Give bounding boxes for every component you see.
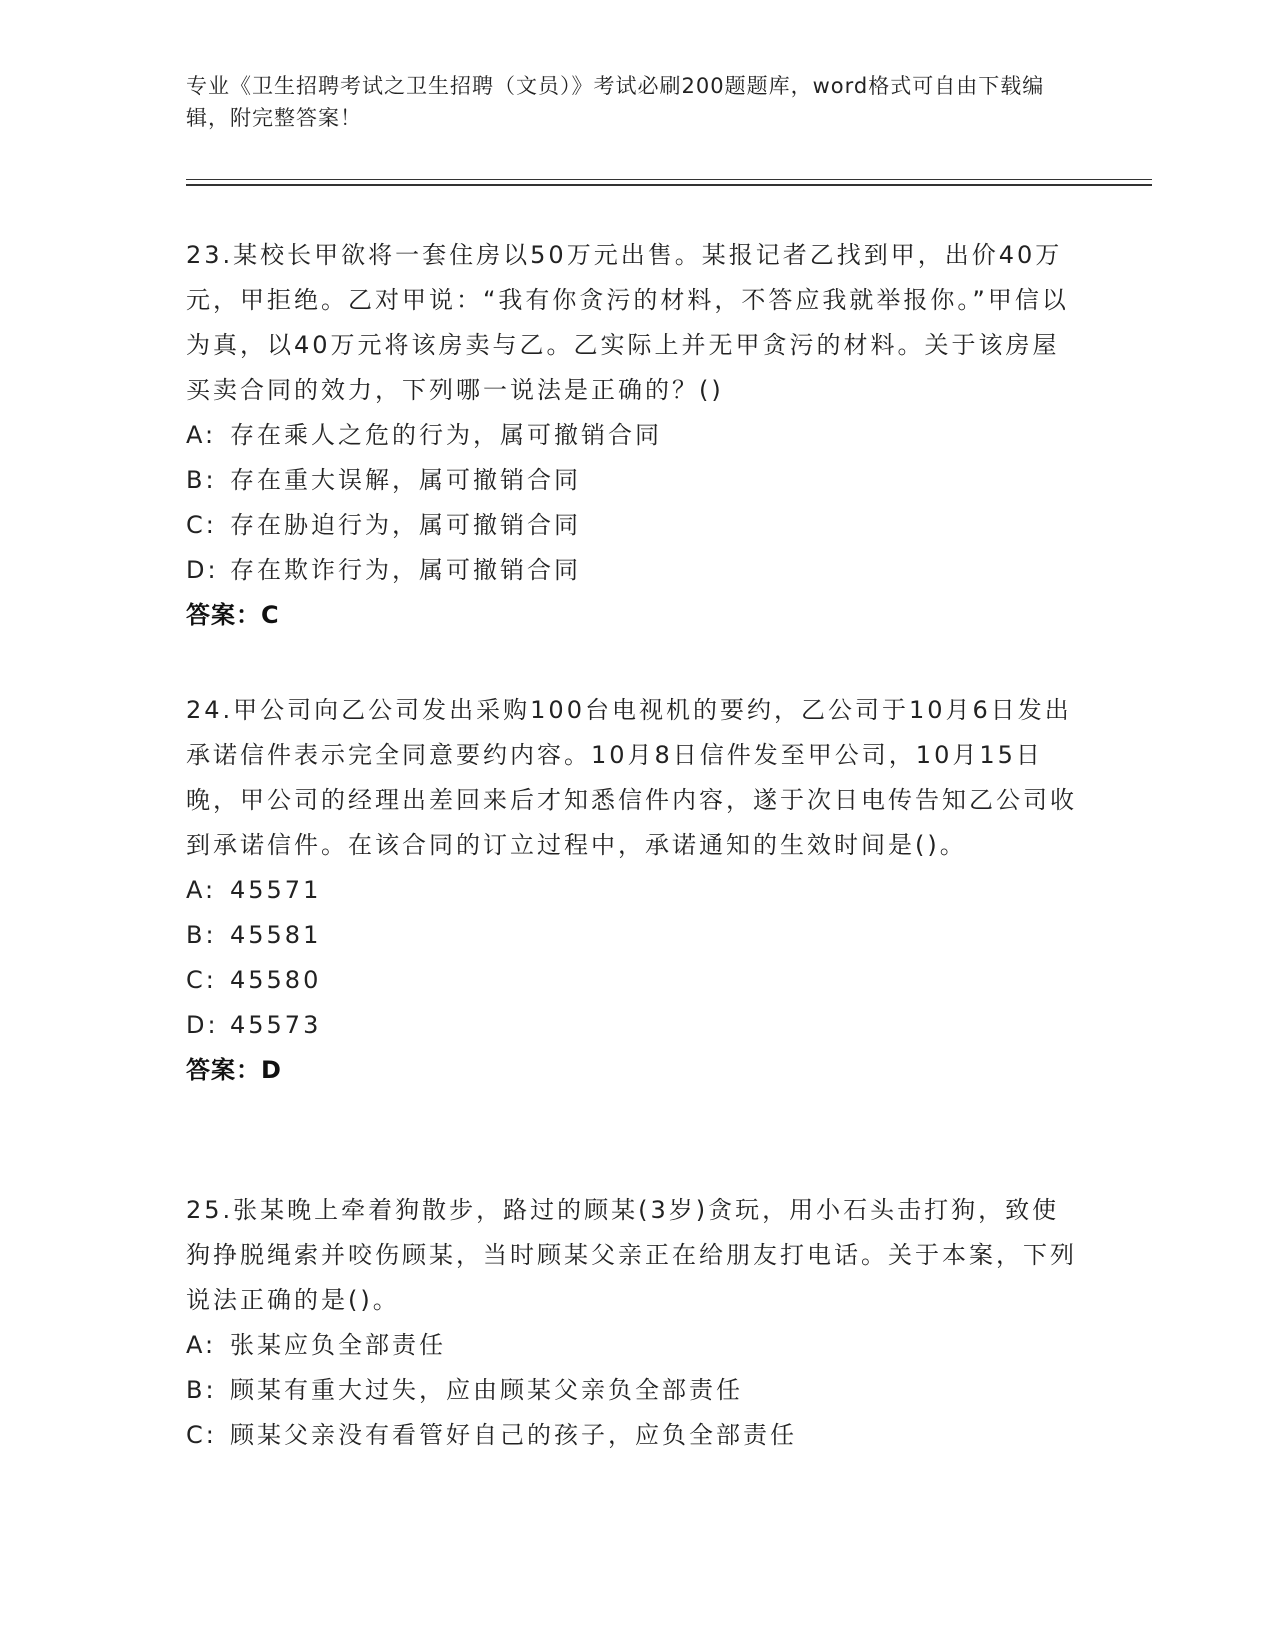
option-a — [186, 413, 1086, 458]
question-stem: 25.张某晚上牵着狗散步，路过的顾某(3岁)贪玩，用小石头击打狗，致使狗挣脱绳索并咬伤顾某，当时顾某父亲正在给朋友打电话。关于本案，下列说法正确的是()。 — [186, 1196, 1077, 1314]
question-stem: 23.某校长甲欲将一套住房以50万元出售。某报记者乙找到甲，出价40万元，甲拒绝。乙对甲说：“我有你贪污的材料，不答应我就举报你。”甲信以为真，以40万元将该房卖与乙。乙实际上并无甲贪污的材料。关于该房屋买卖合同的效力，下列哪一说法是正确的？() — [186, 241, 1069, 404]
option-key: C: — [186, 1421, 217, 1449]
option-b — [186, 913, 1086, 958]
answer-line: 答案：C — [186, 601, 280, 629]
question-24 — [186, 688, 1086, 1093]
option-text: 存在乘人之危的行为，属可撤销合同 — [230, 421, 662, 449]
option-text: 张某应负全部责任 — [230, 1331, 446, 1359]
option-key: A: — [186, 876, 217, 904]
option-text: 45580 — [230, 966, 322, 994]
header-divider-bottom — [186, 184, 1152, 186]
option-key: B: — [186, 466, 217, 494]
option-key: D: — [186, 556, 219, 584]
option-key: B: — [186, 921, 217, 949]
question-23 — [186, 233, 1086, 638]
option-key: A: — [186, 421, 217, 449]
option-c — [186, 503, 1086, 548]
question-25 — [186, 1188, 1086, 1458]
option-a — [186, 868, 1086, 913]
option-text: 45571 — [230, 876, 322, 904]
header-divider-top — [186, 179, 1152, 180]
option-a — [186, 1323, 1086, 1368]
option-b — [186, 458, 1086, 503]
option-d — [186, 548, 1086, 593]
option-text: 45581 — [230, 921, 322, 949]
option-key: B: — [186, 1376, 217, 1404]
option-c — [186, 1413, 1086, 1458]
option-c — [186, 958, 1086, 1003]
option-b — [186, 1368, 1086, 1413]
option-key: A: — [186, 1331, 217, 1359]
document-header: 专业《卫生招聘考试之卫生招聘（文员）》考试必刷200题题库，word格式可自由下载编辑，附完整答案！ — [186, 74, 1045, 130]
option-text: 顾某有重大过失，应由顾某父亲负全部责任 — [230, 1376, 743, 1404]
option-d — [186, 1003, 1086, 1048]
option-text: 存在重大误解，属可撤销合同 — [230, 466, 581, 494]
question-stem: 24.甲公司向乙公司发出采购100台电视机的要约，乙公司于10月6日发出承诺信件表示完全同意要约内容。10月8日信件发至甲公司，10月15日晚，甲公司的经理出差回来后才知悉信件内容，遂于次日电传告知乙公司收到承诺信件。在该合同的订立过程中，承诺通知的生效时间是()。 — [186, 696, 1077, 859]
option-key: C: — [186, 966, 217, 994]
option-key: C: — [186, 511, 217, 539]
option-text: 45573 — [230, 1011, 322, 1039]
option-text: 顾某父亲没有看管好自己的孩子，应负全部责任 — [230, 1421, 797, 1449]
option-text: 存在胁迫行为，属可撤销合同 — [230, 511, 581, 539]
option-key: D: — [186, 1011, 219, 1039]
option-text: 存在欺诈行为，属可撤销合同 — [230, 556, 581, 584]
answer-line: 答案：D — [186, 1056, 282, 1084]
